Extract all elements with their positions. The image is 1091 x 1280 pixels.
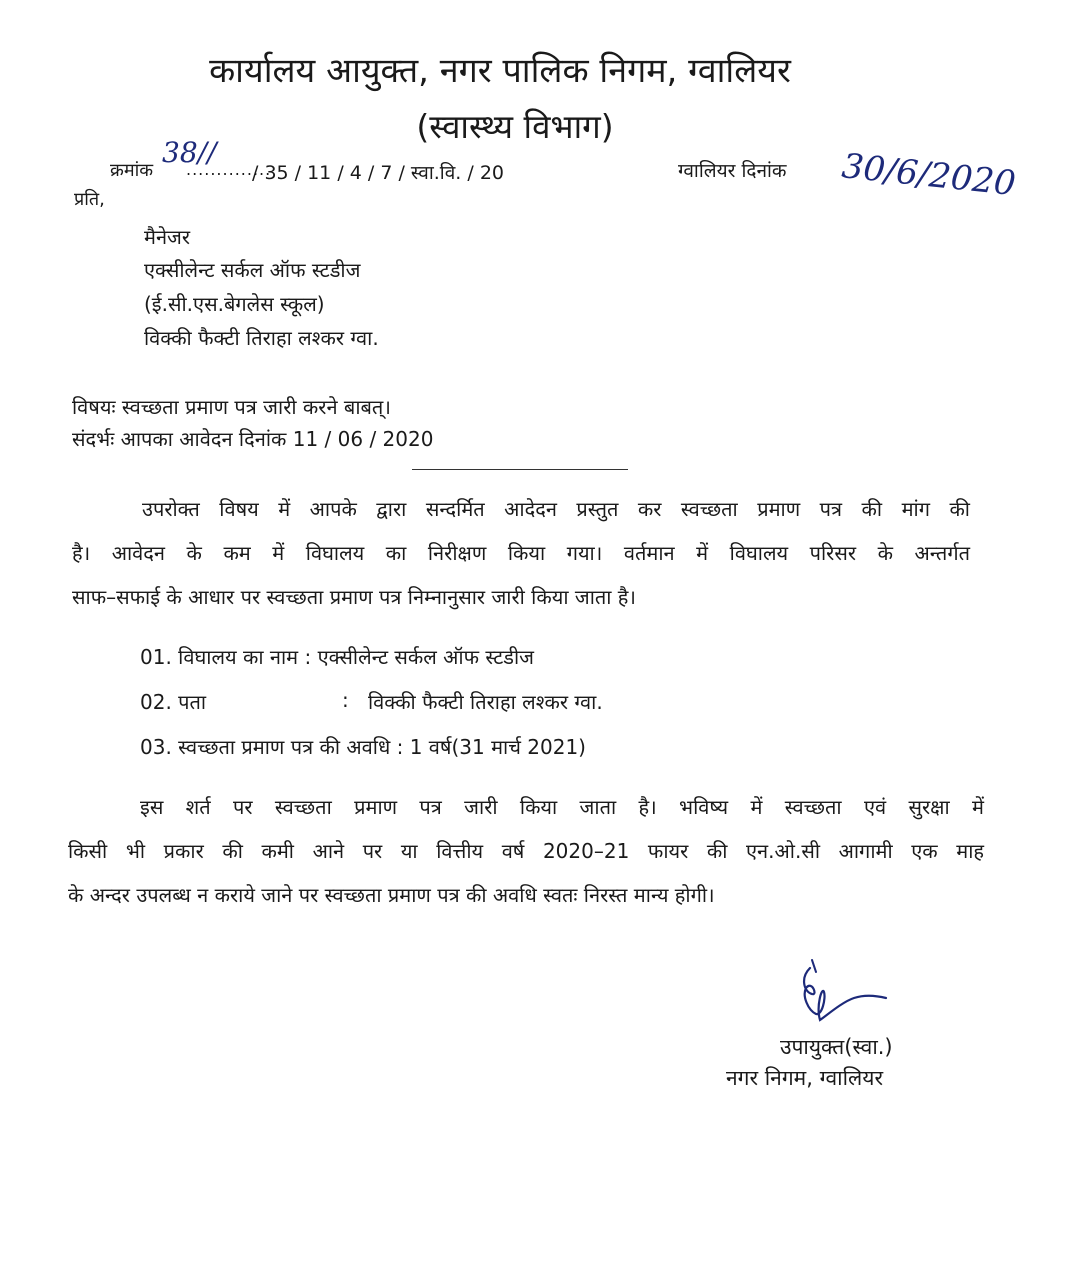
list-item-address-value: विक्की फैक्टी तिराहा लश्कर ग्वा. [368,690,603,714]
signatory-office: नगर निगम, ग्वालियर [726,1066,884,1090]
to-label: प्रति, [74,189,105,210]
paragraph-line: के अन्दर उपलब्ध न कराये जाने पर स्वच्छता प्रमाण पत्र की अवधि स्वतः निरस्त मान्य होगी। [68,883,715,907]
list-item-address-colon: : [342,688,349,712]
list-item-validity: 03. स्वच्छता प्रमाण पत्र की अवधि : 1 वर्ष(31 मार्च 2021) [140,735,586,759]
divider [412,469,628,470]
signatory-designation: उपायुक्त(स्वा.) [780,1035,893,1059]
address-line: एक्सीलेन्ट सर्कल ऑफ स्टडीज [144,258,361,282]
list-item-school-name: 01. विघालय का नाम : एक्सीलेन्ट सर्कल ऑफ स्टडीज [140,645,535,669]
address-line: मैनेजर [144,225,191,249]
body-paragraph-2 [68,785,984,917]
reference-number-label: क्रमांक [110,160,154,181]
paragraph-line: इस शर्त पर स्वच्छता प्रमाण पत्र जारी किया जाता है। भविष्य में स्वच्छता एवं सुरक्षा में [140,795,984,819]
department-title: (स्वास्थ्य विभाग) [416,107,614,146]
paragraph-line: साफ–सफाई के आधार पर स्वच्छता प्रमाण पत्र निम्नानुसार जारी किया जाता है। [72,585,637,609]
signature-icon [782,958,902,1028]
handwritten-date: 30/6/2020 [839,146,1018,205]
reference-number-dots: .............. [186,160,272,179]
address-line: (ई.सी.एस.बेगलेस स्कूल) [144,292,325,316]
address-line: विक्की फैक्टी तिराहा लश्कर ग्वा. [144,326,379,350]
reference-line: संदर्भः आपका आवेदन दिनांक 11 / 06 / 2020 [72,427,434,451]
paragraph-line: उपरोक्त विषय में आपके द्वारा सन्दर्मित आदेदन प्रस्तुत कर स्वच्छता प्रमाण पत्र की मांग की [142,497,970,521]
paragraph-line: है। आवेदन के कम में विघालय का निरीक्षण किया गया। वर्तमान में विघालय परिसर के अन्तर्गत [72,541,970,565]
handwritten-reference-number: 38// [162,136,217,169]
subject-line: विषयः स्वच्छता प्रमाण पत्र जारी करने बाबत्। [72,395,391,419]
date-label: ग्वालियर दिनांक [678,160,787,182]
paragraph-line: किसी भी प्रकार की कमी आने पर या वित्तीय वर्ष 2020–21 फायर की एन.ओ.सी आगामी एक माह [68,839,984,863]
body-paragraph-1 [72,487,970,619]
office-title: कार्यालय आयुक्त, नगर पालिक निगम, ग्वालियर [209,51,791,91]
list-item-address-label: 02. पता [140,690,207,714]
reference-number-suffix: / 35 / 11 / 4 / 7 / स्वा.वि. / 20 [252,162,504,184]
